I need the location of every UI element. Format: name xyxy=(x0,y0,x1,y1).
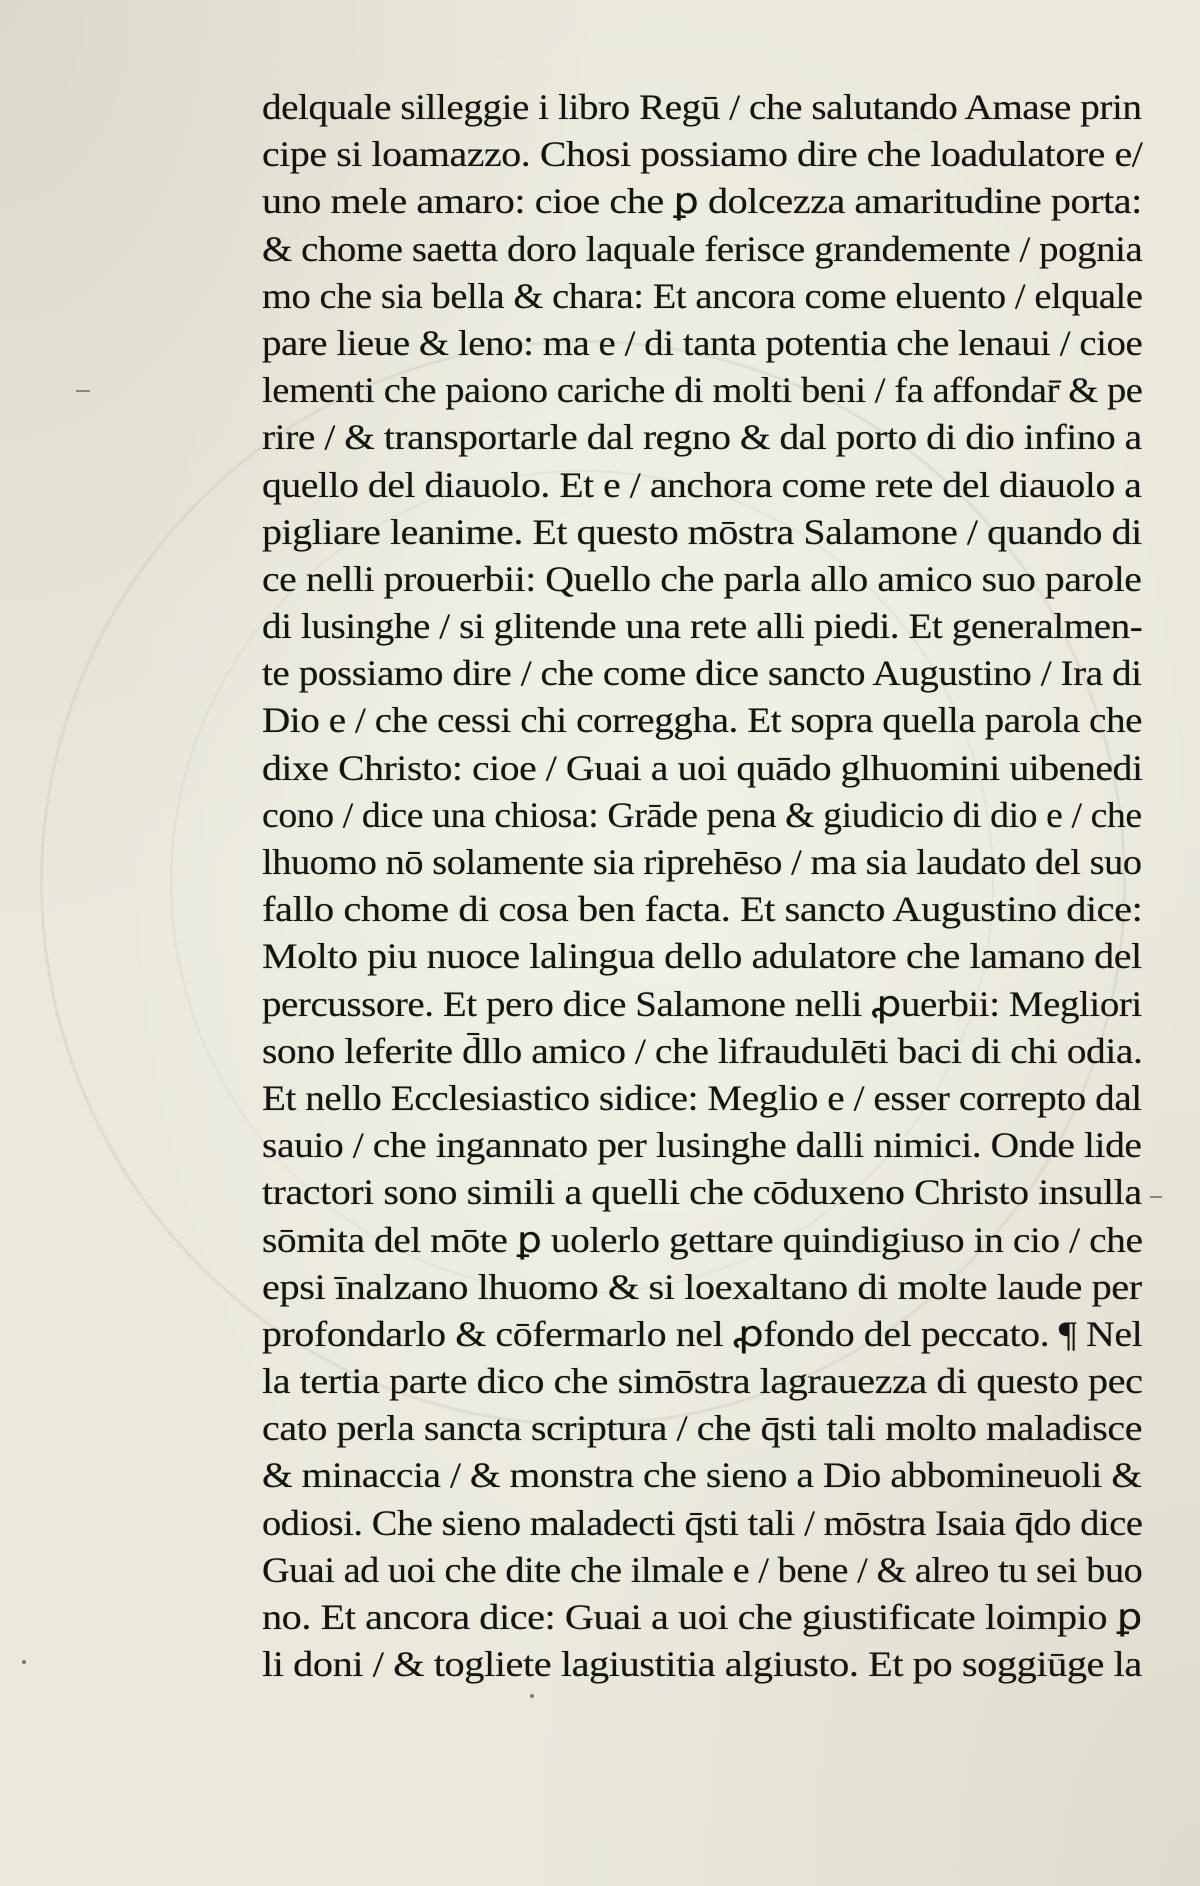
margin-dot xyxy=(530,1694,534,1698)
text-block xyxy=(262,84,1142,1688)
text-line: delquale silleggie i libro Regū / che salutando Amase prin xyxy=(262,87,1142,127)
text-line: tractori sono simili a quelli che cōduxeno Christo insulla xyxy=(262,1172,1142,1213)
text-line: sauio / che ingannato per lusinghe dalli nimici. Onde lide xyxy=(262,1125,1142,1166)
text-line: Et nello Ecclesiastico sidice: Meglio e / esser correpto dal xyxy=(262,1077,1142,1118)
margin-mark xyxy=(76,390,90,392)
text-line: epsi īnalzano lhuomo & si loexaltano di molte laude per xyxy=(262,1266,1142,1307)
text-line: sōmita del mōte ꝑ uolerlo gettare quindigiuso in cio / che xyxy=(262,1219,1143,1260)
text-line: lementi che paiono cariche di molti beni / fa affondar̄ & pe xyxy=(262,370,1143,411)
text-line: la tertia parte dico che simōstra lagrauezza di questo pec xyxy=(262,1361,1143,1402)
text-line: odiosi. Che sieno maladecti q̄sti tali / mōstra Isaia q̄do dice xyxy=(262,1502,1143,1543)
text-line: mo che sia bella & chara: Et ancora come eluento / elquale xyxy=(262,275,1143,316)
text-line: cono / dice una chiosa: Grāde pena & giudicio di dio e / che xyxy=(262,794,1142,835)
margin-dot xyxy=(22,1660,26,1664)
text-line: pare lieue & leno: ma e / di tanta potentia che lenaui / cioe xyxy=(262,322,1143,363)
text-line: cipe si loamazzo. Chosi possiamo dire che loadulatore e/ xyxy=(262,134,1143,175)
text-line: cato perla sancta scriptura / che q̄sti tali molto maladisce xyxy=(262,1408,1143,1449)
text-line: dixe Christo: cioe / Guai a uoi quādo glhuomini uibenedi xyxy=(262,747,1143,788)
text-line: li doni / & togliete lagiustitia algiusto. Et po soggiūge la xyxy=(262,1644,1142,1685)
text-line: profondarlo & cōfermarlo nel ꝓfondo del peccato. ¶ Nel xyxy=(262,1313,1143,1354)
text-line: rire / & transportarle dal regno & dal porto di dio infino a xyxy=(262,417,1142,458)
text-line: quello del diauolo. Et e / anchora come rete del diauolo a xyxy=(262,464,1142,505)
text-line: Guai ad uoi che dite che ilmale e / bene / & alreo tu sei buo xyxy=(262,1549,1143,1590)
text-line: Molto piu nuoce lalingua dello adulatore che lamano del xyxy=(262,936,1142,977)
text-line: & minaccia / & monstra che sieno a Dio abbomineuoli & xyxy=(262,1455,1142,1496)
text-line: sono leferite d̄llo amico / che lifraudulēti baci di chi odia. xyxy=(262,1030,1143,1071)
text-line: Dio e / che cessi chi correggha. Et sopra quella parola che xyxy=(262,700,1143,741)
text-line: fallo chome di cosa ben facta. Et sancto Augustino dice: xyxy=(262,889,1143,930)
text-line: no. Et ancora dice: Guai a uoi che giustificate loimpio ꝑ xyxy=(262,1597,1142,1637)
text-line: & chome saetta doro laquale ferisce grandemente / pognia xyxy=(262,228,1143,269)
text-line: di lusinghe / si glitende una rete alli piedi. Et generalmen- xyxy=(262,606,1143,647)
text-line: te possiamo dire / che come dice sancto Augustino / Ira di xyxy=(262,653,1142,694)
text-line: lhuomo nō solamente sia riprehēso / ma sia laudato del suo xyxy=(262,842,1142,882)
text-line: uno mele amaro: cioe che ꝑ dolcezza amaritudine porta: xyxy=(262,181,1142,222)
text-line: pigliare leanime. Et questo mōstra Salamone / quando di xyxy=(262,511,1142,552)
text-line: ce nelli prouerbii: Quello che parla allo amico suo parole xyxy=(262,558,1142,599)
text-line: percussore. Et pero dice Salamone nelli ꝓuerbii: Megliori xyxy=(262,983,1142,1024)
